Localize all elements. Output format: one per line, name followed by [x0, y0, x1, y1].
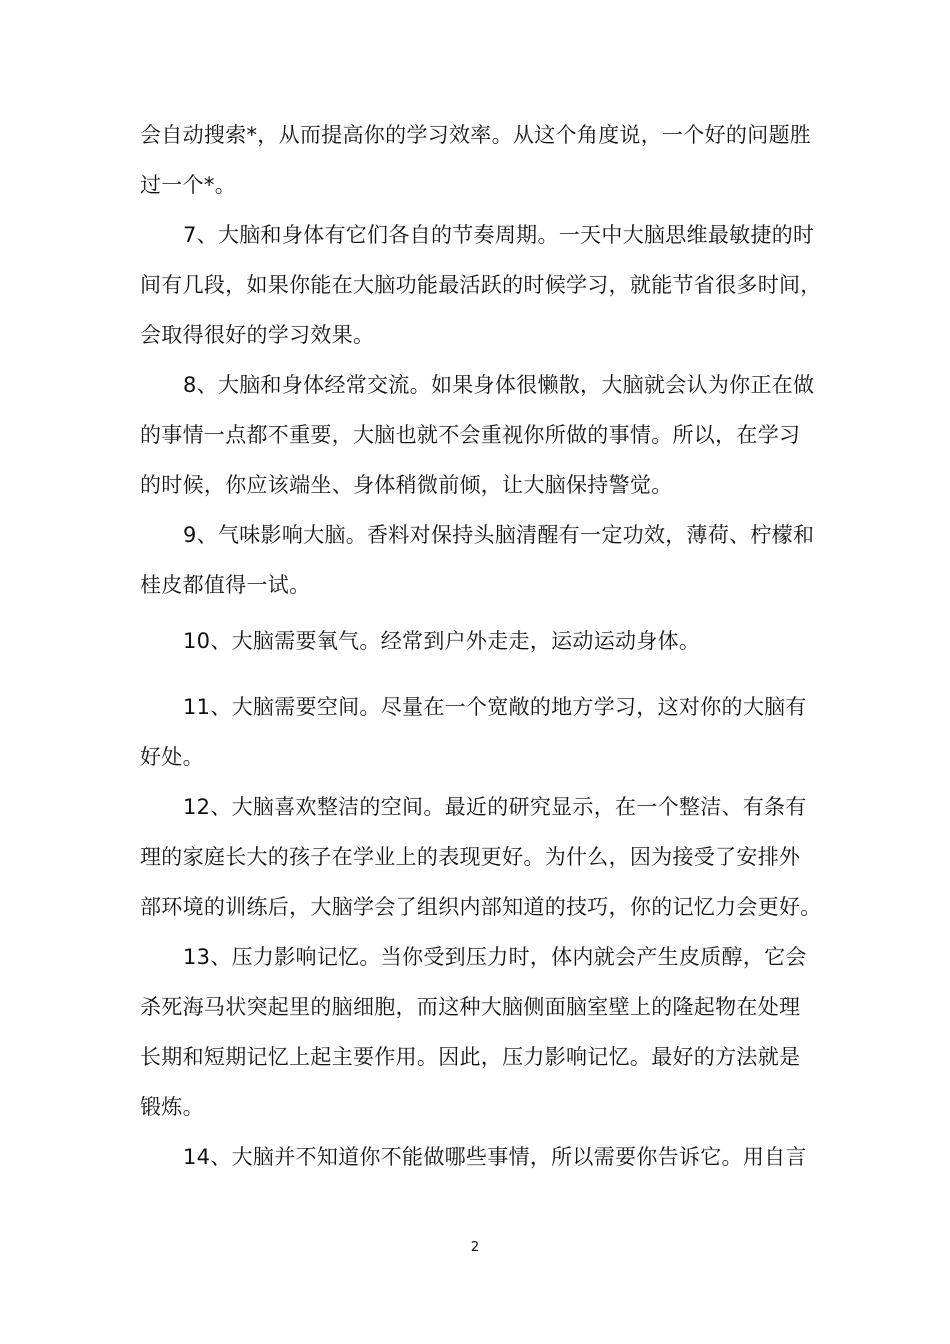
text-line: 会自动搜索*，从而提高你的学习效率。从这个角度说，一个好的问题胜 [140, 123, 812, 147]
text-line: 锻炼。 [140, 1095, 204, 1119]
text-line: 13、压力影响记忆。当你受到压力时，体内就会产生皮质醇，它会 [183, 945, 807, 969]
text-line: 8、大脑和身体经常交流。如果身体很懒散，大脑就会认为你正在做 [183, 373, 815, 397]
text-line: 14、大脑并不知道你不能做哪些事情，所以需要你告诉它。用自言 [183, 1145, 807, 1169]
text-line: 11、大脑需要空间。尽量在一个宽敞的地方学习，这对你的大脑有 [183, 695, 807, 719]
text-line: 10、大脑需要氧气。经常到户外走走，运动运动身体。 [183, 629, 701, 653]
text-line: 9、气味影响大脑。香料对保持头脑清醒有一定功效，薄荷、柠檬和 [183, 523, 815, 547]
text-line: 理的家庭长大的孩子在学业上的表现更好。为什么，因为接受了安排外 [140, 845, 801, 869]
text-line: 间有几段，如果你能在大脑功能最活跃的时候学习，就能节省很多时间， [140, 273, 822, 297]
text-line: 7、大脑和身体有它们各自的节奏周期。一天中大脑思维最敏捷的时 [183, 223, 815, 247]
text-line: 过一个*。 [140, 173, 236, 197]
text-line: 桂皮都值得一试。 [140, 573, 311, 597]
text-line: 12、大脑喜欢整洁的空间。最近的研究显示，在一个整洁、有条有 [183, 795, 807, 819]
page-number: 2 [470, 1240, 480, 1255]
text-line: 的时候，你应该端坐、身体稍微前倾，让大脑保持警觉。 [140, 473, 673, 497]
text-line: 会取得很好的学习效果。 [140, 323, 375, 347]
text-line: 好处。 [140, 745, 204, 769]
text-line: 长期和短期记忆上起主要作用。因此，压力影响记忆。最好的方法就是 [140, 1045, 801, 1069]
text-line: 的事情一点都不重要，大脑也就不会重视你所做的事情。所以，在学习 [140, 423, 801, 447]
text-line: 部环境的训练后，大脑学会了组织内部知道的技巧，你的记忆力会更好。 [140, 895, 822, 919]
text-line: 杀死海马状突起里的脑细胞，而这种大脑侧面脑室壁上的隆起物在处理 [140, 995, 801, 1019]
